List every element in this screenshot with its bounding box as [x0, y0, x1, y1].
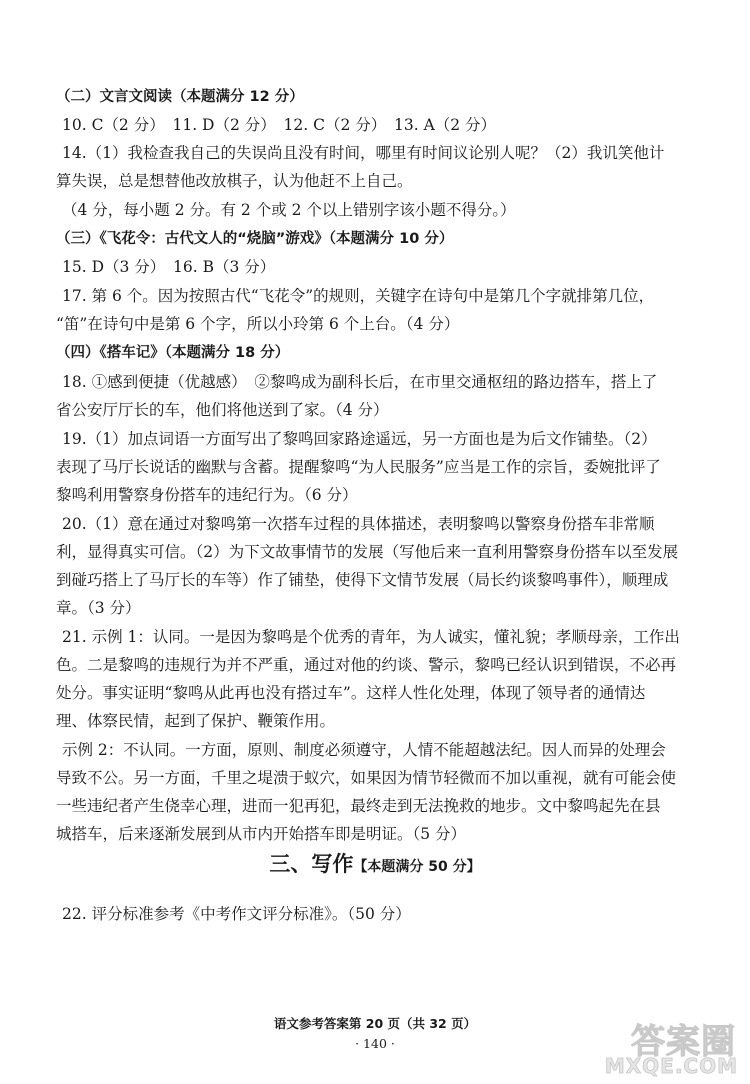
watermark-top-text: 答案圈: [631, 1022, 736, 1062]
answer-21-example2-line1: 示例 2：不认同。一方面，原则、制度必须遵守，人情不能超越法纪。因人而异的处理会: [62, 741, 666, 759]
section-title: 三、写作: [269, 852, 354, 876]
section-heading-writing: [0, 848, 750, 878]
footer-caption: 语文参考答案第 20 页（共 32 页）: [273, 1016, 477, 1031]
answer-20-line3: 到碰巧搭上了马厅长的车等）作了铺垫，使得下文情节发展（局长约谈黎鸣事件），顺理成: [56, 571, 669, 589]
section-score: 【本题满分 50 分】: [353, 859, 481, 875]
answer-18-line2: 省公安厅厅长的车，他们将他送到了家。（4 分）: [56, 401, 389, 419]
heading-feihualing: （三）《飞花令：古代文人的“烧脑”游戏》（本题满分 10 分）: [56, 231, 454, 247]
answer-20-line1: 20.（1）意在通过对黎鸣第一次搭车过程的具体描述，表明黎鸣以警察身份搭车非常顺: [62, 515, 655, 533]
heading-dache-ji: （四）《搭车记》（本题满分 18 分）: [56, 345, 290, 361]
answer-21-example1-line2: 色。二是黎鸣的违规行为并不严重，通过对他的约谈、警示，黎鸣已经认识到错误，不必再: [56, 656, 677, 674]
answer-22: 22. 评分标准参考《中考作文评分标准》。（50 分）: [62, 905, 411, 923]
answer-18-line1: 18. ①感到便捷（优越感） ②黎鸣成为副科长后，在市里交通枢纽的路边搭车，搭上了: [62, 373, 658, 391]
watermark-logo: [604, 1014, 742, 1080]
answers-15-16: 15. D（3 分） 16. B（3 分）: [62, 258, 276, 276]
answer-21-example2-line2: 导致不公。另一方面，千里之堤溃于蚁穴，如果因为情节轻微而不加以重视，就有可能会使: [56, 769, 677, 787]
answer-21-example2-line3: 一些违纪者产生侥幸心理，进而一犯再犯，最终走到无法挽救的地步。文中黎鸣起先在县: [56, 797, 661, 815]
answer-20-line2: 利，显得真实可信。（2）为下文故事情节的发展（写他后来一直利用警察身份搭车以至发展: [56, 543, 679, 561]
answer-21-example2-line4: 城搭车，后来逐渐发展到从市内开始搭车即是明证。（5 分）: [56, 825, 467, 843]
answer-19-line3: 黎鸣利用警察身份搭车的违纪行为。（6 分）: [56, 486, 358, 504]
answer-20-line4: 章。（3 分）: [56, 599, 141, 617]
answer-21-example1-line1: 21. 示例 1：认同。一是因为黎鸣是个优秀的青年，为人诚实，懂礼貌；孝顺母亲，工作出: [62, 628, 680, 646]
answer-21-example1-line4: 理、体察民情，起到了保护、鞭策作用。: [56, 712, 336, 730]
answer-14-scoring: （4 分，每小题 2 分。有 2 个或 2 个以上错别字该小题不得分。）: [62, 201, 516, 219]
heading-classical-reading: （二）文言文阅读（本题满分 12 分）: [56, 89, 304, 105]
answers-10-13: 10. C（2 分） 11. D（2 分） 12. C（2 分） 13. A（2 分）: [62, 116, 497, 134]
answer-14-line2: 算失误，总是想替他改放棋子，认为他赶不上自己。: [56, 172, 413, 190]
answer-19-line1: 19.（1）加点词语一方面写出了黎鸣回家路途遥远，另一方面也是为后文作铺垫。（2）: [62, 430, 657, 448]
answer-21-example1-line3: 处分。事实证明“黎鸣从此再也没有搭过车”。这样人性化处理，体现了领导者的通情达: [56, 684, 646, 702]
page-number: · 140 ·: [355, 1036, 395, 1051]
answer-17-line1: 17. 第 6 个。因为按照古代“飞花令”的规则，关键字在诗句中是第几个字就排第几位，: [62, 287, 655, 305]
answer-17-line2: “笛”在诗句中是第 6 个字，所以小玲第 6 个上台。（4 分）: [56, 315, 460, 333]
watermark-bottom-text: MXQE.COM: [604, 1054, 738, 1078]
answer-19-line2: 表现了马厅长说话的幽默与含蓄。提醒黎鸣“为人民服务”应当是工作的宗旨，委婉批评了: [56, 458, 661, 476]
answer-14-line1: 14.（1）我检查我自己的失误尚且没有时间，哪里有时间议论别人呢？（2）我讥笑他计: [62, 144, 665, 162]
